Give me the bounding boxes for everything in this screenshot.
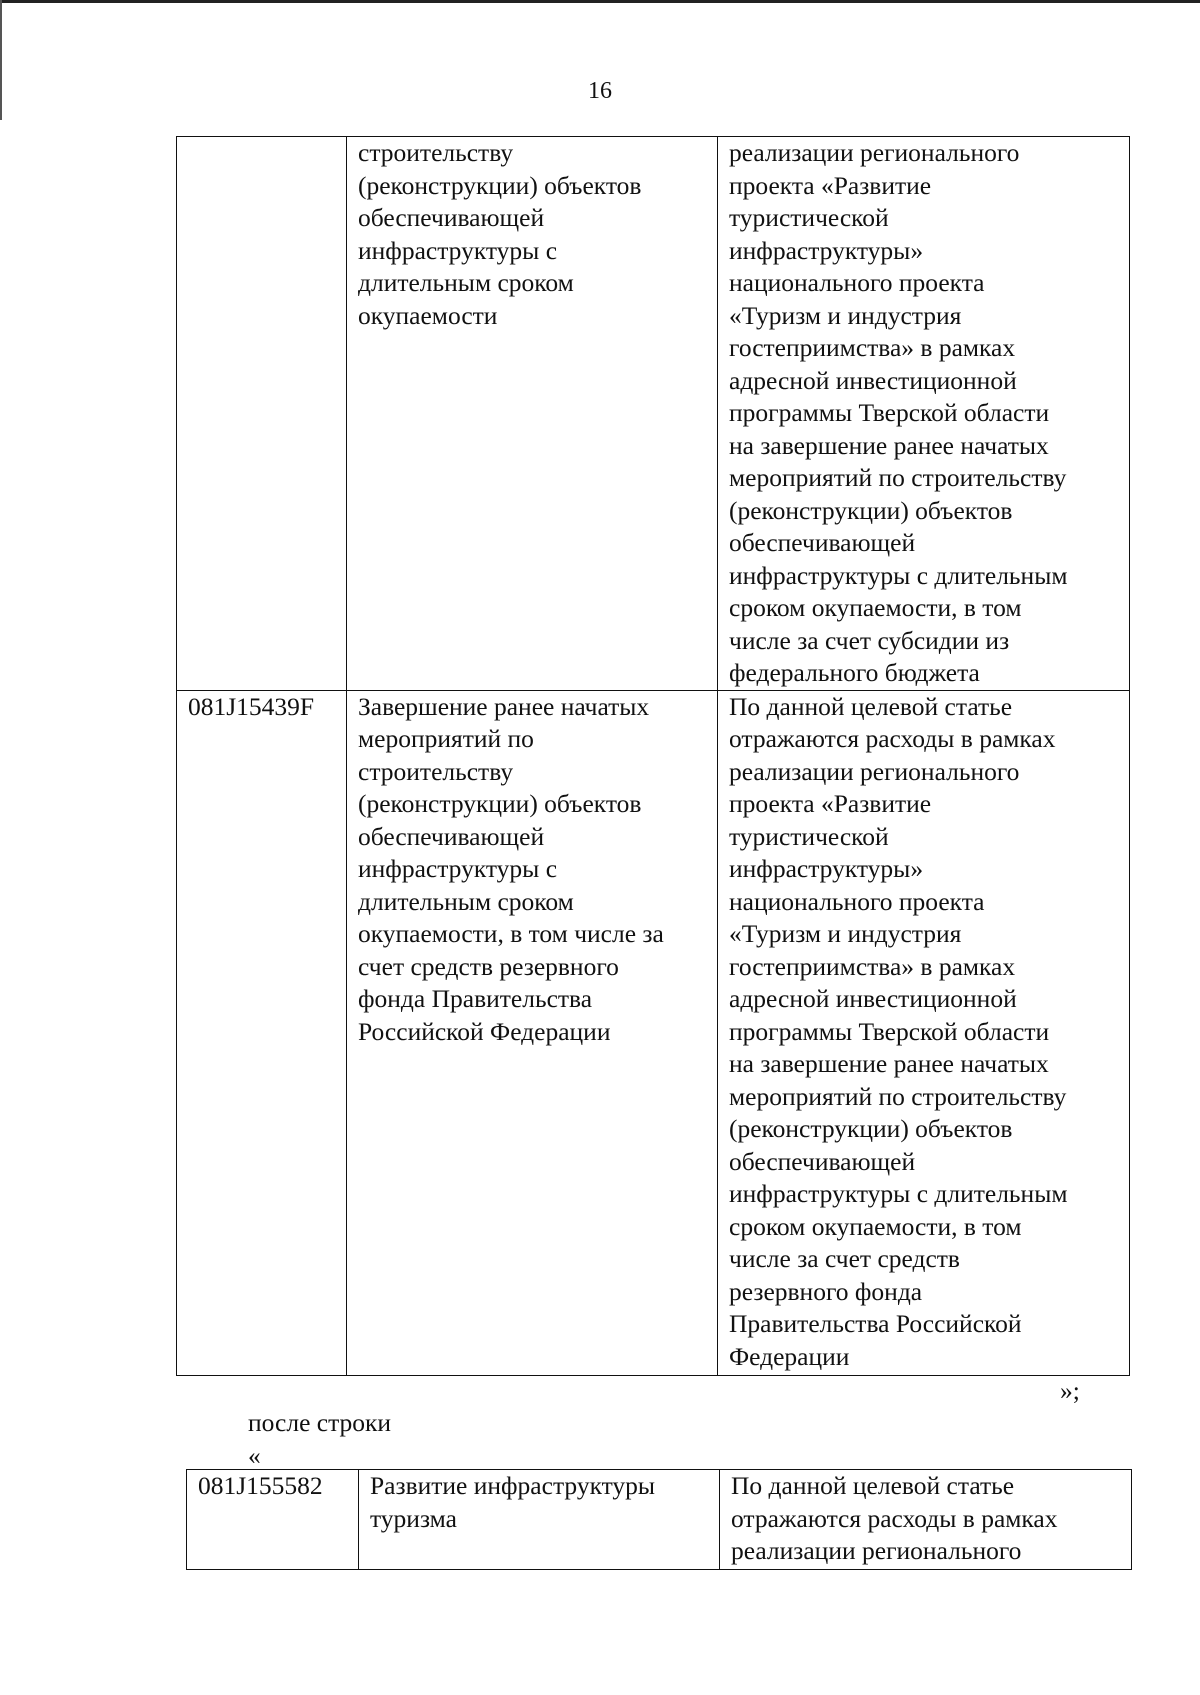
table-row: [187, 1470, 1132, 1570]
opening-quote-mark: «: [248, 1441, 261, 1470]
name-cell: Развитие инфраструктуры туризма: [359, 1470, 720, 1570]
description-cell: реализации регионального проекта «Развитие туристической инфраструктуры» национального проекта «Туризм и индустрия гостеприимства» в рамках адресной инвестиционной программы Тверской области на завершение ранее начатых мероприятий по строительству (реконструкции) объектов обеспечивающей инфраструктуры с длительным сроком окупаемости, в том числе за счет субсидии из федерального бюджета: [718, 137, 1130, 691]
table-row: [177, 137, 1130, 691]
budget-codes-table-continued: [176, 136, 1130, 1376]
name-cell: Завершение ранее начатых мероприятий по строительству (реконструкции) объектов обеспечивающей инфраструктуры с длительным сроком окупаемости, в том числе за счет средств резервного фонда Правительства Российской Федерации: [347, 690, 718, 1375]
page-number: 16: [588, 78, 612, 104]
scan-edge-top: [0, 0, 1200, 3]
description-cell: По данной целевой статье отражаются расходы в рамках реализации регионального: [720, 1470, 1132, 1570]
description-cell: По данной целевой статье отражаются расходы в рамках реализации регионального проекта «Развитие туристической инфраструктуры» национального проекта «Туризм и индустрия гостеприимства» в рамках адресной инвестиционной программы Тверской области на завершение ранее начатых мероприятий по строительству (реконструкции) объектов обеспечивающей инфраструктуры с длительным сроком окупаемости, в том числе за счет средств резервного фонда Правительства Российской Федерации: [718, 690, 1130, 1375]
after-row-label: после строки: [248, 1408, 392, 1437]
budget-codes-table-next: [186, 1469, 1132, 1570]
name-cell: строительству (реконструкции) объектов обеспечивающей инфраструктуры с длительным сроком окупаемости: [347, 137, 718, 691]
code-cell: 081J155582: [187, 1470, 359, 1570]
closing-quote-mark: »;: [1060, 1376, 1080, 1405]
code-cell: [177, 137, 347, 691]
code-cell: 081J15439F: [177, 690, 347, 1375]
table-row: [177, 690, 1130, 1375]
